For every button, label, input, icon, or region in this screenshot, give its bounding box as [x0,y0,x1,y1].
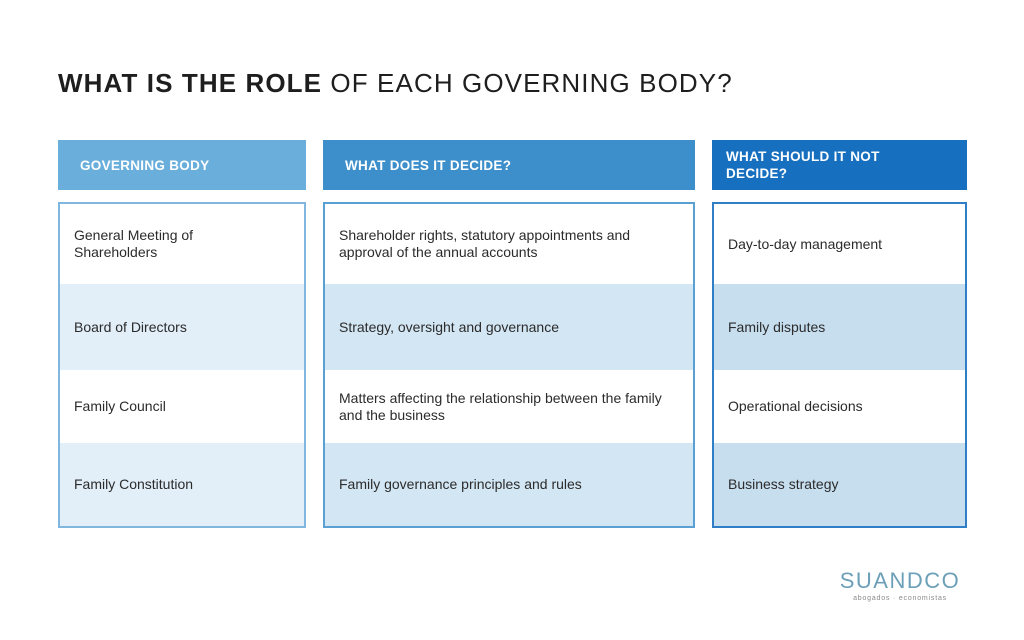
logo-tagline: abogados · economistas [853,595,947,602]
table-cell: Shareholder rights, statutory appointments and approval of the annual accounts [339,227,631,260]
table-cell: Board of Directors [60,284,304,370]
table-cell: Matters affecting the relationship between the family and the business [339,389,662,423]
table-cell: Family Council [74,398,166,414]
table-cell: Family Constitution [60,443,304,526]
column-header: GOVERNING BODY [58,140,306,190]
page-title-light: OF EACH GOVERNING BODY? [322,68,733,98]
logo-name: SUANDCO [839,568,961,593]
page-title-bold: WHAT IS THE ROLE [58,68,323,98]
table-cell: Business strategy [714,443,965,526]
table-cell: Family governance principles and rules [325,443,693,526]
table-cell: General Meeting of Shareholders [74,227,194,260]
column-header: WHAT SHOULD IT NOT DECIDE? [712,140,967,190]
column-body [323,202,695,528]
table-cell: Strategy, oversight and governance [325,284,693,370]
table-cell: Family disputes [714,284,965,370]
company-logo [835,568,965,604]
table-cell: Day-to-day management [728,235,883,252]
column-header: WHAT DOES IT DECIDE? [323,140,695,190]
column-body [58,202,306,528]
column-body [712,202,967,528]
table-cell: Operational decisions [728,398,863,414]
page-title [58,68,733,99]
